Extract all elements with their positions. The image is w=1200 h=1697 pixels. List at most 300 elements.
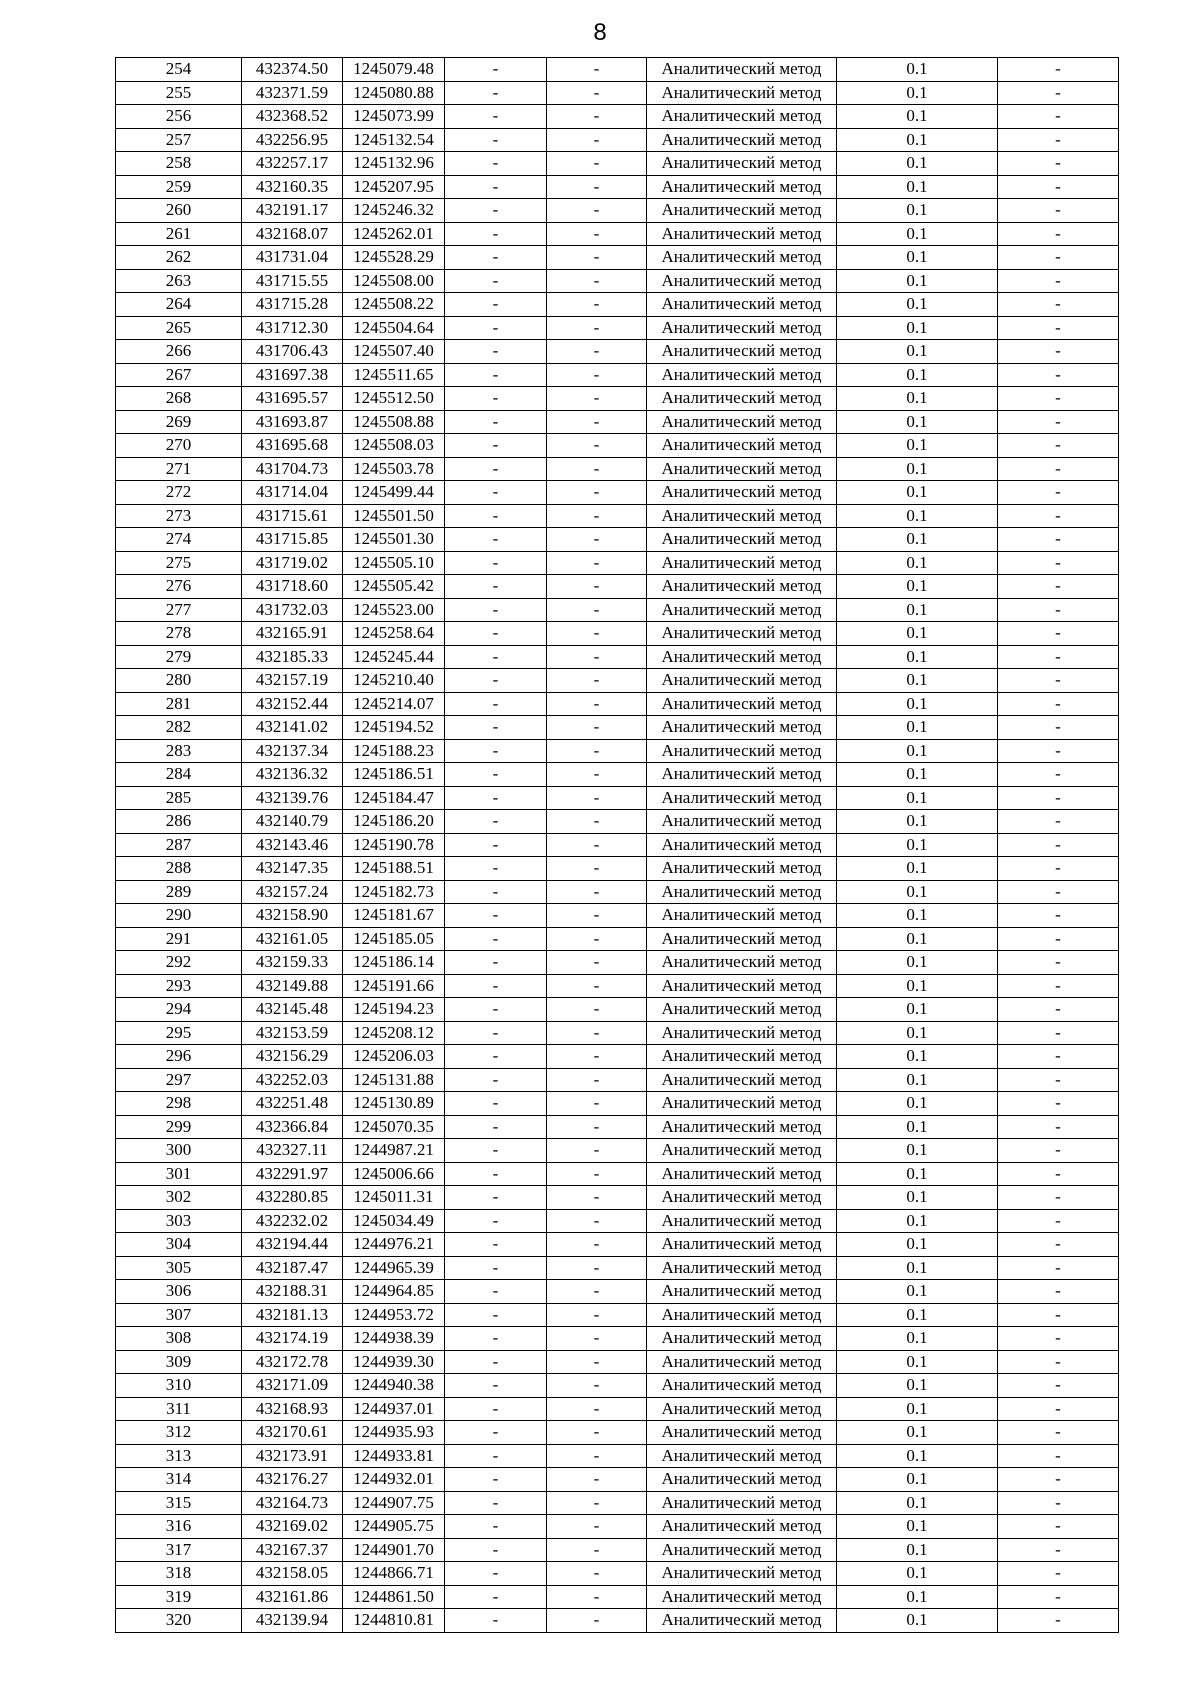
y-coordinate-cell: 1245073.99 [343, 105, 445, 129]
x-coordinate-cell: 432232.02 [242, 1209, 343, 1233]
y-coordinate-cell: 1245501.30 [343, 528, 445, 552]
table-row [116, 504, 1119, 528]
col5-cell: - [547, 128, 647, 152]
x-coordinate-cell: 432185.33 [242, 645, 343, 669]
accuracy-cell: 0.1 [837, 246, 998, 270]
col4-cell: - [445, 1092, 547, 1116]
col4-cell: - [445, 1609, 547, 1633]
accuracy-cell: 0.1 [837, 1397, 998, 1421]
accuracy-cell: 0.1 [837, 293, 998, 317]
col8-cell: - [998, 528, 1119, 552]
col5-cell: - [547, 1421, 647, 1445]
col8-cell: - [998, 1233, 1119, 1257]
method-cell: Аналитический метод [647, 669, 837, 693]
table-row [116, 551, 1119, 575]
col5-cell: - [547, 1021, 647, 1045]
col5-cell: - [547, 622, 647, 646]
point-number-cell: 295 [116, 1021, 242, 1045]
col8-cell: - [998, 410, 1119, 434]
y-coordinate-cell: 1245194.23 [343, 998, 445, 1022]
col4-cell: - [445, 1468, 547, 1492]
col8-cell: - [998, 58, 1119, 82]
y-coordinate-cell: 1244861.50 [343, 1585, 445, 1609]
col8-cell: - [998, 105, 1119, 129]
col8-cell: - [998, 904, 1119, 928]
y-coordinate-cell: 1245080.88 [343, 81, 445, 105]
method-cell: Аналитический метод [647, 1209, 837, 1233]
col8-cell: - [998, 951, 1119, 975]
point-number-cell: 308 [116, 1327, 242, 1351]
table-row [116, 222, 1119, 246]
point-number-cell: 272 [116, 481, 242, 505]
y-coordinate-cell: 1244901.70 [343, 1538, 445, 1562]
x-coordinate-cell: 432181.13 [242, 1303, 343, 1327]
table-row [116, 810, 1119, 834]
table-row [116, 128, 1119, 152]
col8-cell: - [998, 1585, 1119, 1609]
table-row [116, 1115, 1119, 1139]
x-coordinate-cell: 431715.55 [242, 269, 343, 293]
x-coordinate-cell: 432152.44 [242, 692, 343, 716]
x-coordinate-cell: 432153.59 [242, 1021, 343, 1045]
point-number-cell: 319 [116, 1585, 242, 1609]
method-cell: Аналитический метод [647, 575, 837, 599]
method-cell: Аналитический метод [647, 786, 837, 810]
col5-cell: - [547, 716, 647, 740]
col4-cell: - [445, 1444, 547, 1468]
x-coordinate-cell: 432169.02 [242, 1515, 343, 1539]
x-coordinate-cell: 432145.48 [242, 998, 343, 1022]
col4-cell: - [445, 363, 547, 387]
col5-cell: - [547, 645, 647, 669]
accuracy-cell: 0.1 [837, 786, 998, 810]
accuracy-cell: 0.1 [837, 175, 998, 199]
col4-cell: - [445, 1115, 547, 1139]
col5-cell: - [547, 786, 647, 810]
x-coordinate-cell: 432143.46 [242, 833, 343, 857]
y-coordinate-cell: 1245258.64 [343, 622, 445, 646]
x-coordinate-cell: 432168.07 [242, 222, 343, 246]
point-number-cell: 309 [116, 1350, 242, 1374]
accuracy-cell: 0.1 [837, 1491, 998, 1515]
point-number-cell: 255 [116, 81, 242, 105]
x-coordinate-cell: 432157.24 [242, 880, 343, 904]
method-cell: Аналитический метод [647, 1327, 837, 1351]
col8-cell: - [998, 1515, 1119, 1539]
x-coordinate-cell: 431693.87 [242, 410, 343, 434]
y-coordinate-cell: 1244965.39 [343, 1256, 445, 1280]
method-cell: Аналитический метод [647, 998, 837, 1022]
col8-cell: - [998, 81, 1119, 105]
table-row [116, 1515, 1119, 1539]
method-cell: Аналитический метод [647, 1562, 837, 1586]
col5-cell: - [547, 1350, 647, 1374]
y-coordinate-cell: 1245182.73 [343, 880, 445, 904]
table-row [116, 716, 1119, 740]
accuracy-cell: 0.1 [837, 128, 998, 152]
method-cell: Аналитический метод [647, 904, 837, 928]
col5-cell: - [547, 974, 647, 998]
col8-cell: - [998, 575, 1119, 599]
x-coordinate-cell: 432176.27 [242, 1468, 343, 1492]
point-number-cell: 261 [116, 222, 242, 246]
method-cell: Аналитический метод [647, 598, 837, 622]
point-number-cell: 265 [116, 316, 242, 340]
table-row [116, 105, 1119, 129]
y-coordinate-cell: 1245188.23 [343, 739, 445, 763]
accuracy-cell: 0.1 [837, 575, 998, 599]
col5-cell: - [547, 575, 647, 599]
col8-cell: - [998, 998, 1119, 1022]
x-coordinate-cell: 431697.38 [242, 363, 343, 387]
x-coordinate-cell: 432257.17 [242, 152, 343, 176]
method-cell: Аналитический метод [647, 974, 837, 998]
method-cell: Аналитический метод [647, 152, 837, 176]
table-row [116, 1068, 1119, 1092]
x-coordinate-cell: 432161.05 [242, 927, 343, 951]
point-number-cell: 281 [116, 692, 242, 716]
x-coordinate-cell: 432251.48 [242, 1092, 343, 1116]
method-cell: Аналитический метод [647, 1538, 837, 1562]
accuracy-cell: 0.1 [837, 1444, 998, 1468]
col4-cell: - [445, 1139, 547, 1163]
col8-cell: - [998, 786, 1119, 810]
point-number-cell: 286 [116, 810, 242, 834]
accuracy-cell: 0.1 [837, 1139, 998, 1163]
col4-cell: - [445, 692, 547, 716]
table-row [116, 528, 1119, 552]
method-cell: Аналитический метод [647, 1609, 837, 1633]
y-coordinate-cell: 1245186.51 [343, 763, 445, 787]
accuracy-cell: 0.1 [837, 622, 998, 646]
point-number-cell: 291 [116, 927, 242, 951]
point-number-cell: 277 [116, 598, 242, 622]
col8-cell: - [998, 927, 1119, 951]
col4-cell: - [445, 739, 547, 763]
col5-cell: - [547, 598, 647, 622]
accuracy-cell: 0.1 [837, 974, 998, 998]
accuracy-cell: 0.1 [837, 1350, 998, 1374]
col4-cell: - [445, 974, 547, 998]
col5-cell: - [547, 833, 647, 857]
col4-cell: - [445, 1280, 547, 1304]
col5-cell: - [547, 457, 647, 481]
col8-cell: - [998, 1350, 1119, 1374]
x-coordinate-cell: 432187.47 [242, 1256, 343, 1280]
accuracy-cell: 0.1 [837, 58, 998, 82]
point-number-cell: 282 [116, 716, 242, 740]
col5-cell: - [547, 998, 647, 1022]
col4-cell: - [445, 1562, 547, 1586]
accuracy-cell: 0.1 [837, 1092, 998, 1116]
point-number-cell: 316 [116, 1515, 242, 1539]
table-row [116, 739, 1119, 763]
col8-cell: - [998, 1538, 1119, 1562]
accuracy-cell: 0.1 [837, 1585, 998, 1609]
accuracy-cell: 0.1 [837, 692, 998, 716]
col4-cell: - [445, 645, 547, 669]
col5-cell: - [547, 222, 647, 246]
method-cell: Аналитический метод [647, 105, 837, 129]
table-row [116, 927, 1119, 951]
col8-cell: - [998, 622, 1119, 646]
point-number-cell: 270 [116, 434, 242, 458]
y-coordinate-cell: 1245194.52 [343, 716, 445, 740]
x-coordinate-cell: 432139.94 [242, 1609, 343, 1633]
y-coordinate-cell: 1244937.01 [343, 1397, 445, 1421]
method-cell: Аналитический метод [647, 692, 837, 716]
point-number-cell: 287 [116, 833, 242, 857]
table-row [116, 340, 1119, 364]
col5-cell: - [547, 1186, 647, 1210]
x-coordinate-cell: 432159.33 [242, 951, 343, 975]
col4-cell: - [445, 1538, 547, 1562]
y-coordinate-cell: 1245006.66 [343, 1162, 445, 1186]
col8-cell: - [998, 857, 1119, 881]
x-coordinate-cell: 432139.76 [242, 786, 343, 810]
col5-cell: - [547, 1609, 647, 1633]
x-coordinate-cell: 432160.35 [242, 175, 343, 199]
col8-cell: - [998, 1068, 1119, 1092]
x-coordinate-cell: 432161.86 [242, 1585, 343, 1609]
x-coordinate-cell: 431719.02 [242, 551, 343, 575]
col5-cell: - [547, 692, 647, 716]
y-coordinate-cell: 1245210.40 [343, 669, 445, 693]
accuracy-cell: 0.1 [837, 1045, 998, 1069]
point-number-cell: 289 [116, 880, 242, 904]
col8-cell: - [998, 1256, 1119, 1280]
point-number-cell: 266 [116, 340, 242, 364]
col4-cell: - [445, 105, 547, 129]
method-cell: Аналитический метод [647, 1021, 837, 1045]
col5-cell: - [547, 810, 647, 834]
col8-cell: - [998, 1468, 1119, 1492]
y-coordinate-cell: 1245499.44 [343, 481, 445, 505]
col4-cell: - [445, 598, 547, 622]
point-number-cell: 257 [116, 128, 242, 152]
x-coordinate-cell: 432188.31 [242, 1280, 343, 1304]
method-cell: Аналитический метод [647, 880, 837, 904]
accuracy-cell: 0.1 [837, 363, 998, 387]
y-coordinate-cell: 1245507.40 [343, 340, 445, 364]
col5-cell: - [547, 199, 647, 223]
col5-cell: - [547, 669, 647, 693]
col8-cell: - [998, 1021, 1119, 1045]
y-coordinate-cell: 1245188.51 [343, 857, 445, 881]
col8-cell: - [998, 645, 1119, 669]
col4-cell: - [445, 1068, 547, 1092]
col8-cell: - [998, 810, 1119, 834]
table-row [116, 1397, 1119, 1421]
x-coordinate-cell: 432173.91 [242, 1444, 343, 1468]
col8-cell: - [998, 199, 1119, 223]
col8-cell: - [998, 692, 1119, 716]
col4-cell: - [445, 269, 547, 293]
y-coordinate-cell: 1245184.47 [343, 786, 445, 810]
col4-cell: - [445, 222, 547, 246]
col5-cell: - [547, 81, 647, 105]
col8-cell: - [998, 739, 1119, 763]
table-row [116, 1021, 1119, 1045]
x-coordinate-cell: 432291.97 [242, 1162, 343, 1186]
table-row [116, 175, 1119, 199]
col8-cell: - [998, 1444, 1119, 1468]
col8-cell: - [998, 387, 1119, 411]
table-row [116, 410, 1119, 434]
table-row [116, 1327, 1119, 1351]
point-number-cell: 305 [116, 1256, 242, 1280]
method-cell: Аналитический метод [647, 269, 837, 293]
x-coordinate-cell: 432172.78 [242, 1350, 343, 1374]
col5-cell: - [547, 152, 647, 176]
col8-cell: - [998, 246, 1119, 270]
col5-cell: - [547, 387, 647, 411]
point-number-cell: 297 [116, 1068, 242, 1092]
table-row [116, 857, 1119, 881]
x-coordinate-cell: 431712.30 [242, 316, 343, 340]
table-row [116, 645, 1119, 669]
point-number-cell: 300 [116, 1139, 242, 1163]
table-row [116, 763, 1119, 787]
col4-cell: - [445, 575, 547, 599]
col4-cell: - [445, 81, 547, 105]
col5-cell: - [547, 363, 647, 387]
point-number-cell: 312 [116, 1421, 242, 1445]
col8-cell: - [998, 222, 1119, 246]
y-coordinate-cell: 1245512.50 [343, 387, 445, 411]
col5-cell: - [547, 269, 647, 293]
point-number-cell: 306 [116, 1280, 242, 1304]
accuracy-cell: 0.1 [837, 1115, 998, 1139]
method-cell: Аналитический метод [647, 58, 837, 82]
method-cell: Аналитический метод [647, 81, 837, 105]
table-row [116, 1139, 1119, 1163]
method-cell: Аналитический метод [647, 1092, 837, 1116]
point-number-cell: 315 [116, 1491, 242, 1515]
point-number-cell: 263 [116, 269, 242, 293]
col4-cell: - [445, 998, 547, 1022]
point-number-cell: 283 [116, 739, 242, 763]
y-coordinate-cell: 1245185.05 [343, 927, 445, 951]
point-number-cell: 256 [116, 105, 242, 129]
accuracy-cell: 0.1 [837, 340, 998, 364]
method-cell: Аналитический метод [647, 1162, 837, 1186]
x-coordinate-cell: 432167.37 [242, 1538, 343, 1562]
accuracy-cell: 0.1 [837, 387, 998, 411]
col8-cell: - [998, 1562, 1119, 1586]
col5-cell: - [547, 763, 647, 787]
y-coordinate-cell: 1245501.50 [343, 504, 445, 528]
table-row [116, 998, 1119, 1022]
method-cell: Аналитический метод [647, 763, 837, 787]
col4-cell: - [445, 387, 547, 411]
point-number-cell: 293 [116, 974, 242, 998]
y-coordinate-cell: 1244953.72 [343, 1303, 445, 1327]
y-coordinate-cell: 1244933.81 [343, 1444, 445, 1468]
x-coordinate-cell: 432366.84 [242, 1115, 343, 1139]
point-number-cell: 267 [116, 363, 242, 387]
y-coordinate-cell: 1244932.01 [343, 1468, 445, 1492]
table-row [116, 1045, 1119, 1069]
x-coordinate-cell: 432137.34 [242, 739, 343, 763]
col4-cell: - [445, 1186, 547, 1210]
table-row [116, 622, 1119, 646]
method-cell: Аналитический метод [647, 222, 837, 246]
point-number-cell: 301 [116, 1162, 242, 1186]
col8-cell: - [998, 1397, 1119, 1421]
method-cell: Аналитический метод [647, 951, 837, 975]
y-coordinate-cell: 1245505.42 [343, 575, 445, 599]
accuracy-cell: 0.1 [837, 1068, 998, 1092]
col4-cell: - [445, 904, 547, 928]
accuracy-cell: 0.1 [837, 1186, 998, 1210]
col5-cell: - [547, 1327, 647, 1351]
col8-cell: - [998, 1374, 1119, 1398]
x-coordinate-cell: 432374.50 [242, 58, 343, 82]
x-coordinate-cell: 431715.61 [242, 504, 343, 528]
page-number: 8 [593, 19, 607, 46]
table-row [116, 1468, 1119, 1492]
table-row [116, 904, 1119, 928]
x-coordinate-cell: 432158.05 [242, 1562, 343, 1586]
col8-cell: - [998, 316, 1119, 340]
y-coordinate-cell: 1245206.03 [343, 1045, 445, 1069]
col4-cell: - [445, 199, 547, 223]
col8-cell: - [998, 1303, 1119, 1327]
table-row [116, 1491, 1119, 1515]
col4-cell: - [445, 152, 547, 176]
col4-cell: - [445, 551, 547, 575]
col4-cell: - [445, 1327, 547, 1351]
col5-cell: - [547, 105, 647, 129]
col8-cell: - [998, 598, 1119, 622]
table-row [116, 457, 1119, 481]
method-cell: Аналитический метод [647, 199, 837, 223]
method-cell: Аналитический метод [647, 1068, 837, 1092]
col5-cell: - [547, 1256, 647, 1280]
table-body [116, 58, 1119, 1633]
y-coordinate-cell: 1245503.78 [343, 457, 445, 481]
col4-cell: - [445, 1585, 547, 1609]
table-row [116, 1421, 1119, 1445]
x-coordinate-cell: 431718.60 [242, 575, 343, 599]
method-cell: Аналитический метод [647, 175, 837, 199]
x-coordinate-cell: 432158.90 [242, 904, 343, 928]
x-coordinate-cell: 432280.85 [242, 1186, 343, 1210]
table-row [116, 1256, 1119, 1280]
x-coordinate-cell: 432149.88 [242, 974, 343, 998]
col8-cell: - [998, 481, 1119, 505]
y-coordinate-cell: 1245034.49 [343, 1209, 445, 1233]
y-coordinate-cell: 1245523.00 [343, 598, 445, 622]
point-number-cell: 275 [116, 551, 242, 575]
y-coordinate-cell: 1244866.71 [343, 1562, 445, 1586]
y-coordinate-cell: 1245130.89 [343, 1092, 445, 1116]
y-coordinate-cell: 1245511.65 [343, 363, 445, 387]
col5-cell: - [547, 1115, 647, 1139]
accuracy-cell: 0.1 [837, 222, 998, 246]
col4-cell: - [445, 716, 547, 740]
y-coordinate-cell: 1245186.14 [343, 951, 445, 975]
col8-cell: - [998, 1209, 1119, 1233]
col4-cell: - [445, 316, 547, 340]
col4-cell: - [445, 58, 547, 82]
col4-cell: - [445, 1233, 547, 1257]
table-row [116, 58, 1119, 82]
accuracy-cell: 0.1 [837, 669, 998, 693]
table-row [116, 1444, 1119, 1468]
col4-cell: - [445, 457, 547, 481]
